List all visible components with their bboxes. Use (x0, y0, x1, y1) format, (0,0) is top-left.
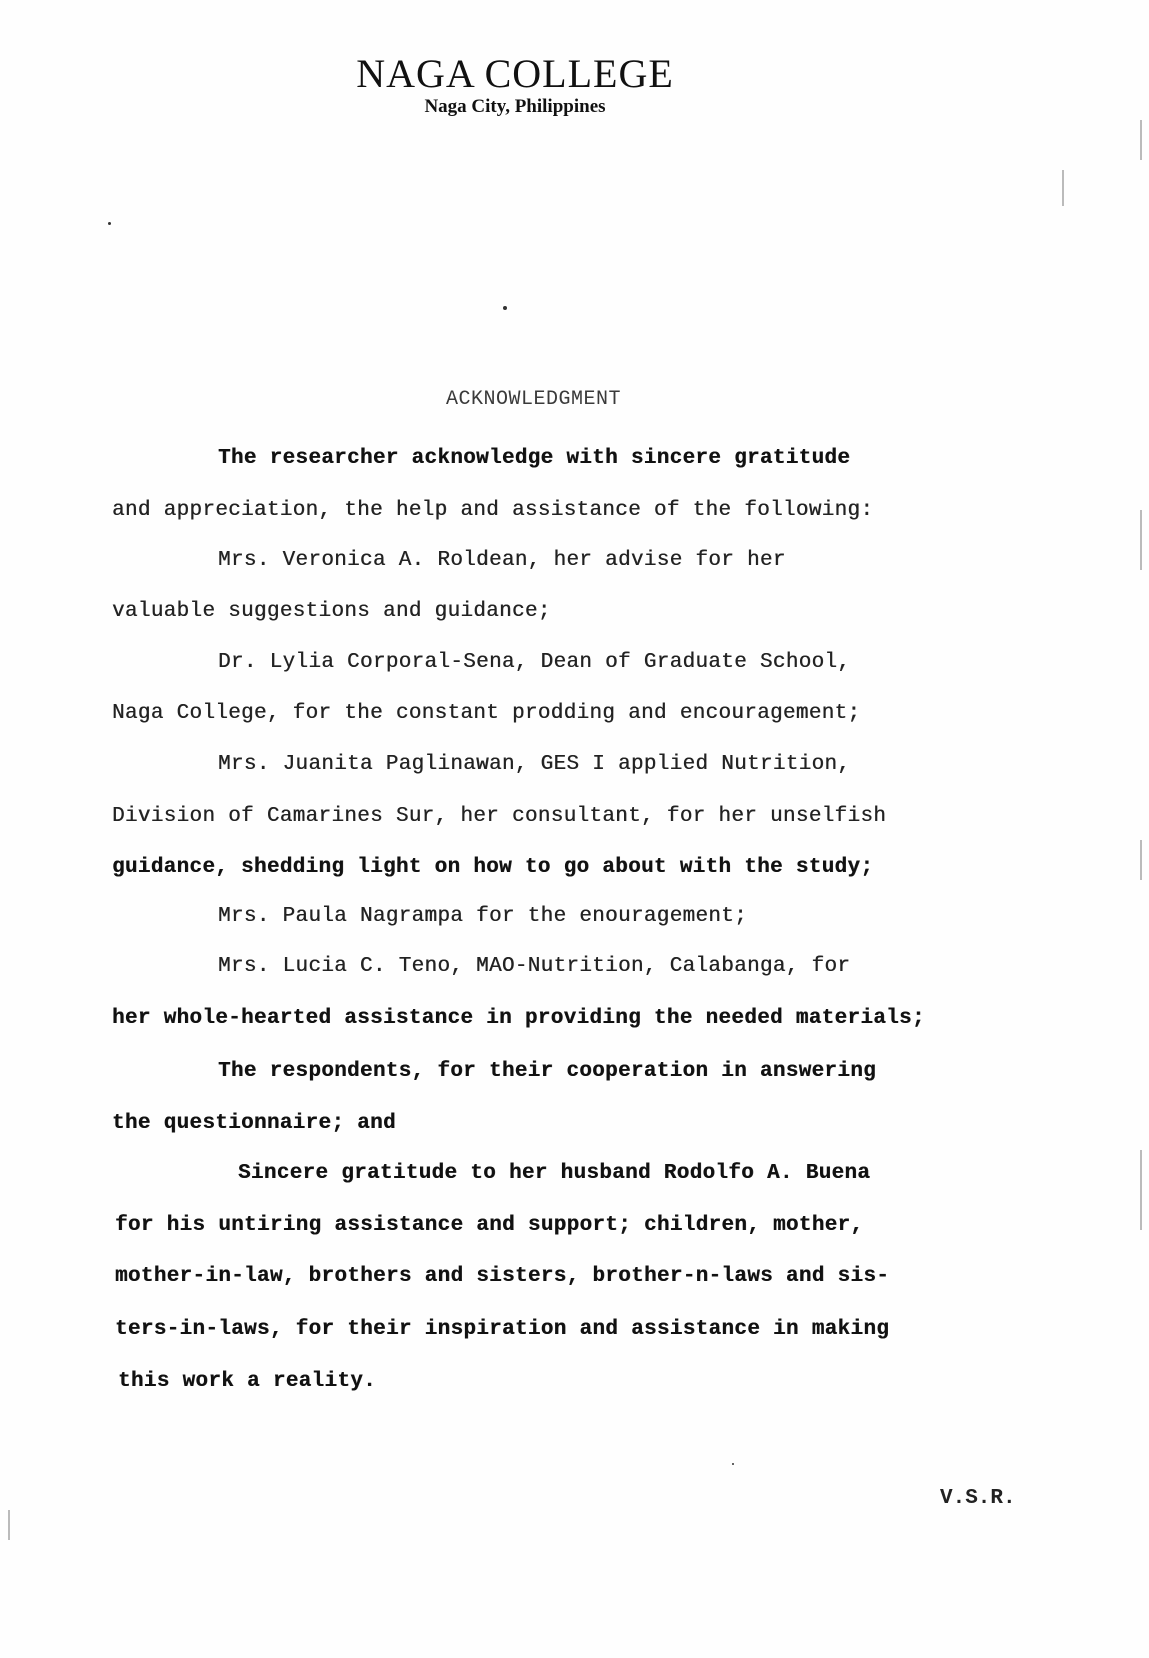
body-line: and appreciation, the help and assistance of the following: (112, 499, 874, 522)
page-title: ACKNOWLEDGMENT (446, 388, 622, 411)
scan-speck (732, 1463, 734, 1465)
institution-location: Naga City, Philippines (424, 96, 606, 117)
body-line: valuable suggestions and guidance; (112, 600, 551, 623)
scan-edge-mark (1140, 120, 1142, 160)
scan-speck (503, 306, 507, 310)
body-line: The researcher acknowledge with sincere gratitude (218, 447, 851, 470)
signature-initials: V.S.R. (940, 1487, 1016, 1510)
body-line: this work a reality. (118, 1370, 377, 1393)
body-line: Dr. Lylia Corporal-Sena, Dean of Graduate School, (218, 651, 851, 674)
body-line: Mrs. Lucia C. Teno, MAO-Nutrition, Calabanga, for (218, 955, 851, 978)
body-line: Mrs. Juanita Paglinawan, GES I applied Nutrition, (218, 753, 851, 776)
institution-name: NAGA COLLEGE (356, 51, 674, 96)
body-line: Division of Camarines Sur, her consultant, for her unselfish (112, 805, 887, 828)
body-line: The respondents, for their cooperation in answering (218, 1060, 877, 1083)
letterhead (300, 52, 730, 118)
body-line: mother-in-law, brothers and sisters, brother-n-laws and sis- (115, 1265, 890, 1288)
scan-edge-mark (8, 1510, 10, 1540)
scan-edge-mark (1140, 840, 1142, 880)
body-line: for his untiring assistance and support; children, mother, (115, 1214, 864, 1237)
scan-edge-mark (1140, 1150, 1142, 1230)
scan-edge-mark (1062, 170, 1064, 206)
body-line: the questionnaire; and (112, 1112, 396, 1135)
body-line: guidance, shedding light on how to go about with the study; (112, 856, 874, 879)
body-line: Mrs. Paula Nagrampa for the enouragement; (218, 905, 747, 928)
body-line: Naga College, for the constant prodding and encouragement; (112, 702, 861, 725)
scan-edge-mark (1140, 510, 1142, 570)
body-line: her whole-hearted assistance in providing the needed materials; (112, 1007, 925, 1030)
body-line: Mrs. Veronica A. Roldean, her advise for her (218, 549, 786, 572)
body-line: ters-in-laws, for their inspiration and assistance in making (115, 1318, 890, 1341)
body-line: Sincere gratitude to her husband Rodolfo A. Buena (238, 1162, 871, 1185)
scan-speck (108, 222, 111, 225)
